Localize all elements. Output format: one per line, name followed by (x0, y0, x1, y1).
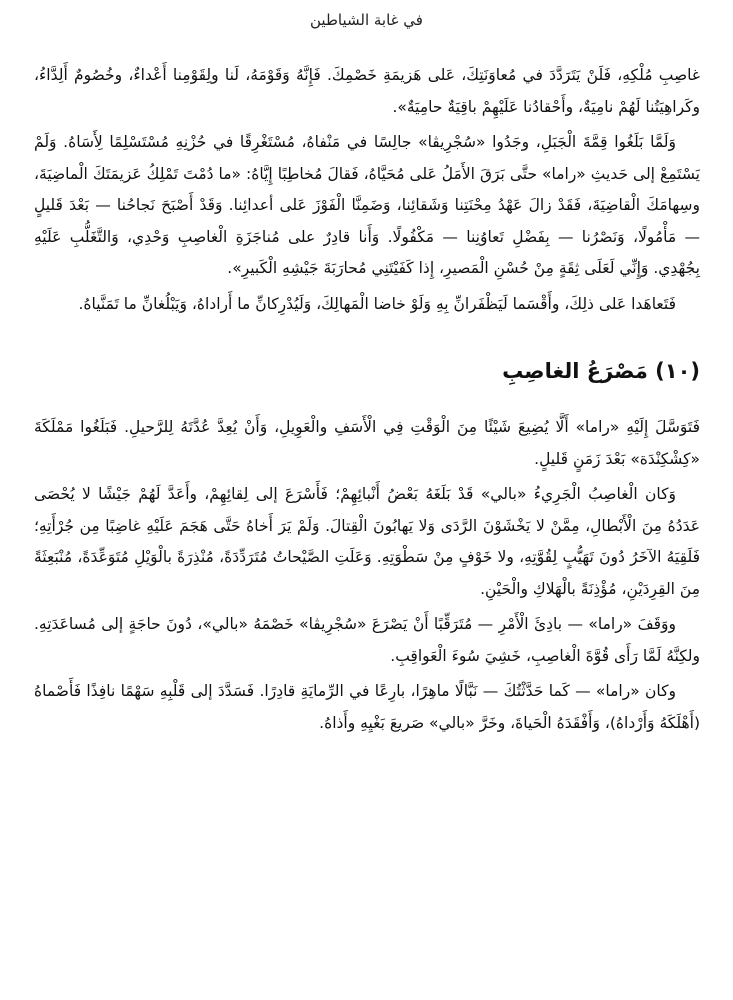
paragraph: فَتَعاهَدا عَلى ذلِكَ، وأَقْسَما لَيَظْفَرانِّ بِهِ وَلَوْ خاضا الْمَهالِكَ، وَلَيُدْرِكانِّ ما أَراداهُ، وَيَبْلُغانِّ ما تَمَنَّياهُ. (78, 294, 676, 313)
paragraph: وَكان الْغاصِبُ الْجَرِيءُ «بالي» قَدْ بَلَغَهُ بَعْضُ أَنْبائِهِمْ؛ فَأَسْرَعَ إلى لِقائِهِمْ، وأَعَدَّ لَهُمْ جَيْشًا لا يُحْصَى عَدَدُهُ مِنَ الْأَبْطالِ، مِمَّنْ لا يَخْشَوْنَ الرَّدَى وَلا يَهابُونَ الْقِتالَ. وَلَمْ يَرَ أَخاهُ حَتَّى هَجَمَ عَلَيْهِ غاضِبًا مِن جُرْأَتِهِ؛ فَلَقِيَهُ الآخَرُ دُونَ تَهَيُّبٍ لِقُوَّتِهِ، ولا خَوْفٍ مِنْ سَطْوَتِهِ. وَعَلَتِ الصَّيْحاتُ مُتَرَدِّدَةً، مُنْذِرَةً بالْوَيْلِ مُتَوَعِّدَةً، مُنْبَعِثَةً مِنَ القِرِدَيْنِ، مُؤْذِنَةً بالْهَلاكِ والْحَيْنِ. (34, 485, 700, 598)
paragraph: وَلَمَّا بَلَغُوا قِمَّةَ الْجَبَلِ، وجَدُوا «سُجْرِيڤا» جالِسًا في مَنْفاهُ، مُسْتَغْرِقًا في حُزْنِهِ مُسْتَسْلِمًا لِأَسَاهُ. وَلَمْ يَسْتَمِعْ إلى حَديثِ «راما» حتَّى بَرَقَ الأَمَلُ عَلى مُحَيَّاهُ، فَقالَ مُخاطِبًا إِيَّاهُ: «ما دُمْتَ تَمْلِكُ عَزيمَتَكَ الْماضِيَةَ، وسِهامَكَ الْقاضِيَةَ، فَقَدْ زالَ عَهْدُ مِحْنَتِنا وَشَقائِنا، وَضَمِنَّا الْفَوْزَ عَلى أعدائِنا. وَقَدْ أَصْبَحَ نَجاحُنا — بَعْدَ قَليلٍ — مَأْمُولًا، وَنَصْرُنا — بِفَضْلِ تَعاوُنِنا — مَكْفُولًا. وَأَنا قادِرٌ على مُناجَزَةِ الْغاصِبِ وَحْدِي، وَالتَّغَلُّبِ عَلَيْهِ بِجُهْدِي. وَإِنِّي لَعَلَى ثِقَةٍ مِنْ حُسْنِ الْمَصيرِ، إِذا كَفَيْتَنِي مُحارَبَةَ جَيْشِهِ الْكَبيرِ». (34, 133, 700, 277)
paragraph: غاصِبِ مُلْكِهِ، فَلَنْ يَتَرَدَّدَ في مُعاوَنَتِكَ، عَلى هَزيمَةِ خَصْمِكَ. فَإِنَّهُ وَقَوْمَهُ، لَنا ولِقَوْمِنا أَعْداءٌ، وخُصُومٌ أَلِدَّاءُ، وكَراهِيَتُنا لَهُمْ نامِيَةٌ، وأَحْقادُنا عَلَيْهِمْ باقِيَةٌ حامِيَةٌ». (34, 66, 700, 116)
paragraph: وكان «راما» — كَما حَدَّثْتُكَ — نَبَّالًا ماهِرًا، بارِعًا في الرِّمايَةِ قادِرًا. فَسَدَّدَ إلى قَلْبِهِ سَهْمًا نافِذًا فَأَصْماهُ (أَهْلَكَهُ وَأَرْداهُ)، وَأَفْقَدَهُ الْحَياةَ، وخَرَّ «بالي» صَريعَ بَغْيِهِ وأَذاهُ. (34, 682, 700, 732)
running-header: في غابة الشياطين (310, 11, 423, 29)
chapter-heading: (١٠) مَصْرَعُ الغاصِبِ (502, 359, 700, 383)
paragraph: ووَقَفَ «راما» — بادِئَ الْأَمْرِ — مُتَرَقِّبًا أَنْ يَصْرَعَ «سُجْرِيڤا» خَصْمَهُ «بالي»، دُونَ حاجَةٍ إلى مُساعَدَتِهِ. ولكِنَّهُ لَمَّا رَأَى قُوَّةَ الْغاصِبِ، خَشِيَ سُوءَ الْعَواقِبِ. (34, 615, 700, 665)
page-body (34, 60, 700, 743)
paragraph: فَتَوَسَّلَ إِلَيْهِ «راما» أَلَّا يُضِيعَ شَيْئًا مِنَ الْوَقْتِ فِي الْأَسَفِ والْعَوِيلِ، وَأَنْ يُعِدَّ عُدَّتَهُ لِلرَّحيلِ. فَبَلَغُوا مَمْلَكَةَ «كِشْكِنْدَة» بَعْدَ زَمَنٍ قَليلٍ. (34, 418, 700, 468)
